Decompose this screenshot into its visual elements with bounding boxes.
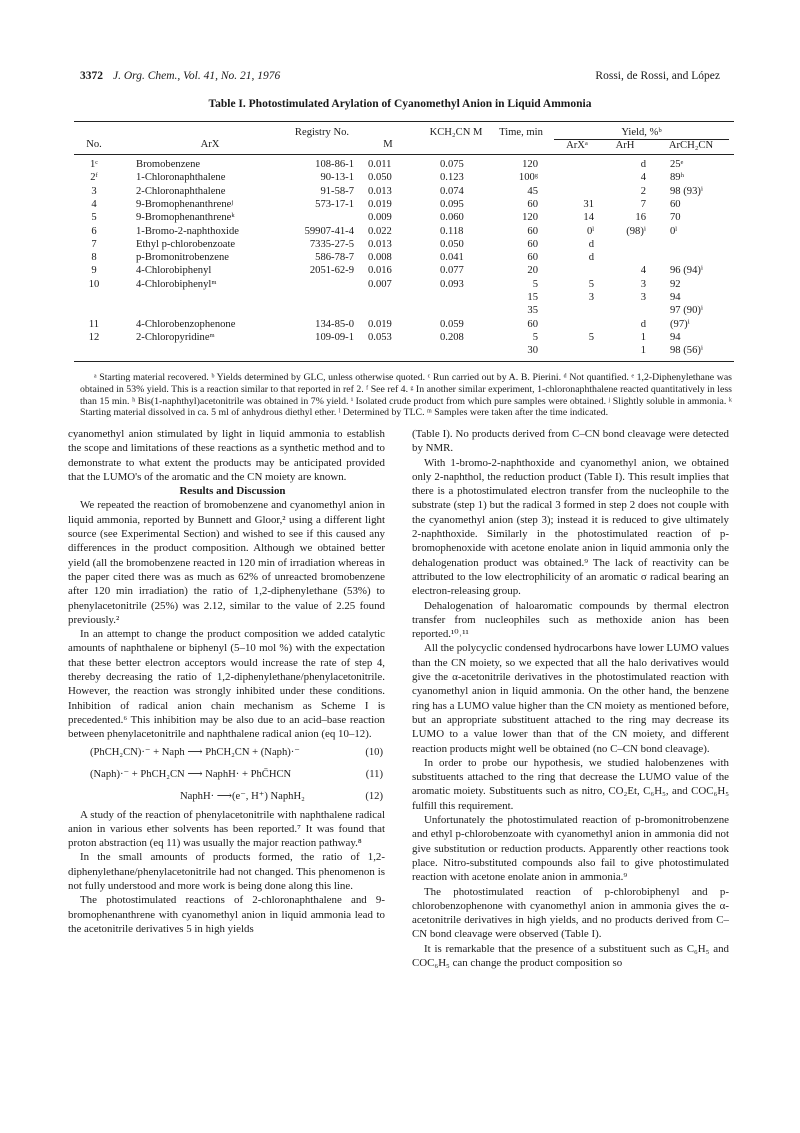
cell-registry: 134-85-0 <box>315 318 354 330</box>
header-yield: Yield, %ᵇ <box>621 127 662 138</box>
equation-expression: NaphH· ⟶(e⁻, H⁺) NaphH₂ <box>180 790 305 802</box>
cell-arch2cn: 92 <box>670 278 681 290</box>
cell-kch2cn: 0.075 <box>440 159 464 170</box>
cell-arx: 1-Bromo-2-naphthoxide <box>136 225 239 237</box>
cell-no: 2ᶠ <box>90 172 98 184</box>
equation-expression: (PhCH₂CN)·⁻ + Naph ⟶ PhCH₂CN + (Naph)·⁻ <box>90 746 300 758</box>
cell-registry: 91-58-7 <box>320 185 354 197</box>
cell-kch2cn: 0.208 <box>440 331 464 343</box>
cell-arx: 4-Chlorobiphenylᵐ <box>136 278 217 290</box>
cell-kch2cn: 0.041 <box>440 252 464 264</box>
equation-number: (11) <box>365 768 383 780</box>
cell-arch2cn: 98 (56)ⁱ <box>670 345 704 357</box>
cell-arh: 4 <box>640 172 646 184</box>
cell-arx-recovered: d <box>588 238 594 250</box>
paragraph: The photostimulated reaction of p-chlorobiphenyl and p-chlorobenzophenone with cyanomethyl anion in ammonia gives the α-acetonitrile derivatives in high yields, and no products derived from C–CN bond cleavage were observed (Table I). <box>412 885 729 941</box>
cell-time: 20 <box>527 265 538 277</box>
paragraph: All the polycyclic condensed hydrocarbons have lower LUMO values than the CN moiety, so we expected that all the halo derivatives would give the α-acetonitrile derivatives in the photostimulated reaction with cyanomethyl anion in liquid ammonia. On the other hand, the benzene ring has a LUMO value higher than the CN moiety as mentioned before, but an appropriate substituent attached to the ring may decrease its LUMO to a value lower than that of the CN moiety, and different reaction products might well be obtained (no C–CN bond cleavage). <box>412 642 729 755</box>
cell-arch2cn: 98 (93)ⁱ <box>670 185 704 197</box>
table-title: Table I. Photostimulated Arylation of Cyanomethyl Anion in Liquid Ammonia <box>208 98 592 110</box>
cell-time: 60 <box>527 198 538 210</box>
cell-kch2cn: 0.093 <box>440 278 464 290</box>
cell-no: 12 <box>88 331 100 343</box>
cell-time: 60 <box>527 252 538 264</box>
cell-m: 0.013 <box>368 185 392 197</box>
cell-arch2cn: (97)ⁱ <box>670 318 690 330</box>
cell-arx-recovered: 31 <box>583 198 594 210</box>
cell-time: 35 <box>527 305 538 317</box>
cell-arch2cn: 97 (90)ⁱ <box>670 305 704 317</box>
cell-arh: 1 <box>640 345 646 357</box>
cell-arx: 4-Chlorobiphenyl <box>136 265 212 277</box>
cell-kch2cn: 0.059 <box>440 318 464 330</box>
cell-arx: 1-Chloronaphthalene <box>136 172 226 184</box>
cell-time: 60 <box>527 318 538 330</box>
footnote-text: ᵃ Starting material recovered. ᵇ Yields determined by GLC, unless otherwise quoted. ᶜ Run carried out by A. B. Pierini. ᵈ Not quantified. ᵉ 1,2-Diphenylethane was obtained in 53% yield. This is a reaction similar to that reported in ref 2. ᶠ See ref 4. ᵍ In another similar experiment, 1-chloronaphthalene reacted quantitatively in less than 15 min. ʰ Bis(1-naphthyl)acetonitrile was obtained in 7% yield. ⁱ Isolated crude product from which pure samples were obtained. ʲ Slightly soluble in ammonia. ᵏ Starting material dissolved in ca. 5 ml of anhydrous diethyl ether. ˡ Determined by TLC. ᵐ Samples were taken after the time indicated. <box>80 372 732 419</box>
paragraph: With 1-bromo-2-naphthoxide and cyanomethyl anion, we obtained only 2-naphthol, the reduction product (Table I). This result implies that there is a photostimulated electron transfer from the nucleophile to the substrate (step 1) but the radical 3 formed in step 2 does not couple with the cyanomethyl anion (step 3); instead it is reduced to give ultimately 2-naphthoxide. Similarly in the photostimulated reaction of p-bromophenoxide with acetone enolate anion in liquid ammonia only the dehalogenation product was obtained.⁹ The lack of reactivity can be attributed to the low electrophilicity of an aromatic σ radical bearing an electron-releasing group. <box>412 456 729 598</box>
cell-arch2cn: 0ˡ <box>670 225 678 237</box>
cell-m: 0.050 <box>368 172 392 184</box>
cell-arh: 1 <box>640 331 646 343</box>
cell-no: 11 <box>88 318 100 330</box>
cell-no: 9 <box>91 265 97 277</box>
cell-arh: 3 <box>640 292 646 303</box>
paragraph: It is remarkable that the presence of a substituent such as C₆H₅ and COC₆H₅ can change the product composition so <box>412 942 729 969</box>
author-list: Rossi, de Rossi, and López <box>595 70 720 82</box>
paragraph: The photostimulated reactions of 2-chloronaphthalene and 9-bromophenanthrene with cyanomethyl anion in liquid ammonia lead to the acetonitrile derivatives 5 in high yields <box>68 894 385 935</box>
cell-kch2cn: 0.118 <box>440 225 464 237</box>
cell-time: 5 <box>532 278 538 290</box>
cell-m: 0.009 <box>368 212 392 224</box>
table-header-rule <box>74 154 734 155</box>
cell-arh: d <box>640 318 646 330</box>
cell-m: 0.013 <box>368 238 392 250</box>
cell-time: 15 <box>527 292 538 303</box>
cell-arx: 2-Chloronaphthalene <box>136 185 226 197</box>
running-head <box>80 70 720 86</box>
cell-registry: 2051-62-9 <box>309 265 354 277</box>
header-arx-recovered: ArXᵃ <box>566 140 588 151</box>
header-m: M <box>383 139 393 150</box>
paragraph: In the small amounts of products formed, the ratio of 1,2-diphenylethane/phenylacetonitrile had not changed. This phenomenon is not fully understood and more work is being done along this line. <box>68 851 385 893</box>
cell-arx: p-Bromonitrobenzene <box>136 252 229 264</box>
cell-arch2cn: 60 <box>670 198 681 210</box>
section-heading: Results and Discussion <box>179 485 286 498</box>
journal-citation: J. Org. Chem., Vol. 41, No. 21, 1976 <box>113 70 281 82</box>
cell-registry: 59907-41-4 <box>304 225 354 237</box>
paragraph: In order to probe our hypothesis, we studied halobenzenes with substituents attached to the ring that decrease the LUMO value of the aromatic moiety. Substituents such as nitro, CO₂Et, C₆H₅, and COC₆H₅ fulfill this requirement. <box>412 756 729 812</box>
cell-m: 0.007 <box>368 278 392 290</box>
cell-arch2cn: 94 <box>670 331 681 343</box>
cell-arx: 9-Bromophenanthreneʲ <box>136 198 233 210</box>
cell-registry: 586-78-7 <box>315 252 354 264</box>
cell-arh: 2 <box>640 185 646 197</box>
paragraph: cyanomethyl anion stimulated by light in liquid ammonia to establish the scope and limitations of these reactions as a synthetic method and to demonstrate to what extent the products may be anticipated provided that the LUMO's of the aromatic and the CN moiety are known. <box>68 428 385 483</box>
header-arx: ArX <box>200 139 220 150</box>
cell-arx: 2-Chloropyridineᵐ <box>136 331 215 343</box>
cell-arch2cn: 94 <box>670 292 681 303</box>
cell-time: 45 <box>527 185 538 197</box>
cell-kch2cn: 0.060 <box>440 212 464 224</box>
cell-kch2cn: 0.077 <box>440 265 464 277</box>
cell-arh: 4 <box>640 265 646 277</box>
equation-expression: (Naph)·⁻ + PhCH₂CN ⟶ NaphH· + PhC̄HCN <box>90 768 292 780</box>
header-time: Time, min <box>499 127 543 138</box>
equation-number: (12) <box>365 790 383 802</box>
cell-m: 0.022 <box>368 225 392 237</box>
equation-number: (10) <box>365 746 383 758</box>
cell-arx: 4-Chlorobenzophenone <box>136 318 236 330</box>
cell-time: 120 <box>522 212 538 224</box>
paragraph: Dehalogenation of haloaromatic compounds by thermal electron transfer from nucleophiles such as methoxide anion has been reported.¹⁰˒¹¹ <box>412 599 729 641</box>
cell-kch2cn: 0.050 <box>440 238 464 250</box>
cell-time: 30 <box>527 345 538 357</box>
cell-no: 5 <box>91 212 97 224</box>
cell-m: 0.016 <box>368 265 392 277</box>
cell-arch2cn: 25ᵉ <box>670 159 684 170</box>
page-number: 3372 <box>80 70 103 82</box>
cell-no: 10 <box>88 278 100 290</box>
cell-arx-recovered: 5 <box>588 278 594 290</box>
cell-m: 0.019 <box>368 198 392 210</box>
equation-12 <box>68 786 385 808</box>
cell-m: 0.011 <box>368 159 392 170</box>
cell-time: 60 <box>527 238 538 250</box>
cell-registry: 108-86-1 <box>315 159 354 170</box>
cell-time: 120 <box>522 159 538 170</box>
header-registry: Registry No. <box>294 127 350 138</box>
cell-arh: 3 <box>640 278 646 290</box>
cell-registry: 90-13-1 <box>320 172 354 184</box>
header-arch2cn: ArCH₂CN <box>668 140 714 151</box>
cell-no: 4 <box>91 198 97 210</box>
table-footnotes <box>80 372 732 419</box>
equation-10 <box>68 742 385 764</box>
equation-11 <box>68 764 385 786</box>
right-column <box>412 427 729 970</box>
cell-m: 0.019 <box>368 318 392 330</box>
cell-no: 1ᶜ <box>89 159 98 170</box>
cell-arx-recovered: 5 <box>588 331 594 343</box>
header-no: No. <box>86 139 102 150</box>
cell-no: 8 <box>91 252 97 264</box>
cell-arh: (98)ⁱ <box>626 225 646 237</box>
cell-arch2cn: 89ʰ <box>670 172 684 184</box>
cell-kch2cn: 0.074 <box>440 185 464 197</box>
paragraph: In an attempt to change the product composition we added catalytic amounts of naphthalene or biphenyl (5–10 mol %) with the expectation that these better electron acceptors would increase the rate of step 4, thereby decreasing the ratio of 1,2-diphenylethane/phenylacetonitrile. However, the reaction was strongly inhibited under these conditions. Inhibition of radical anion chain mechanism as Scheme I is precedented.⁶ This inhibition may be also due to an acid–base reaction between phenylacetonitrile and naphthalene radical anion (eq 10–12). <box>68 628 385 741</box>
table-bottom-rule <box>74 361 734 362</box>
cell-kch2cn: 0.123 <box>440 172 464 184</box>
cell-arx-recovered: 14 <box>583 212 594 224</box>
cell-no: 6 <box>91 225 97 237</box>
paragraph: A study of the reaction of phenylacetonitrile with naphthalene radical anion in various ether solvents has been reported.⁷ It was found that proton abstraction (eq 11) was usually the major reaction pathway.⁸ <box>68 808 385 850</box>
cell-arch2cn: 70 <box>670 212 681 224</box>
cell-arh: d <box>640 159 646 170</box>
cell-registry: 7335-27-5 <box>309 238 354 250</box>
left-column <box>68 427 385 936</box>
running-head-left <box>80 70 280 82</box>
cell-arh: 7 <box>640 198 646 210</box>
paragraph: Unfortunately the photostimulated reaction of p-bromonitrobenzene and ethyl p-chlorobenzoate with cyanomethyl anion in ammonia did not give substitution or reduction products. Apparently other reactions took place. Nitro-substituted compounds also fail to give photostimulated reaction with acetone enolate anion in ammonia.⁹ <box>412 814 729 884</box>
cell-no: 3 <box>91 185 97 197</box>
cell-arx: Bromobenzene <box>136 159 201 170</box>
cell-time: 60 <box>527 225 538 237</box>
cell-arh: 16 <box>635 212 646 224</box>
header-kch2cn: KCH₂CN M <box>429 127 483 138</box>
cell-m: 0.008 <box>368 252 392 264</box>
cell-registry: 573-17-1 <box>315 198 354 210</box>
cell-kch2cn: 0.095 <box>440 198 464 210</box>
cell-arch2cn: 96 (94)ⁱ <box>670 265 704 277</box>
cell-time: 100ᵍ <box>518 172 538 184</box>
cell-arx-recovered: 0ˡ <box>586 225 594 237</box>
cell-no: 7 <box>91 238 97 250</box>
paragraph: We repeated the reaction of bromobenzene and cyanomethyl anion in liquid ammonia, reported by Bunnett and Gloor,² using a different light source (see Experimental Section) and wished to see if this caused any differences in the product composition. Although we obtained better yield (all the bromobenzene reacted in 120 min of irradiation whereas in the paper cited there was as much as 62% of unreacted bromobenzene after 120 min irradiation) the ratio of 1,2-diphenylethane (53%) to phenylacetonitrile (25%) was 2.12, similar to the value of 2.25 found previously.² <box>68 499 385 626</box>
cell-registry: 109-09-1 <box>315 331 354 343</box>
cell-arx: 9-Bromophenanthreneᵏ <box>136 212 235 224</box>
table-top-rule <box>74 121 734 122</box>
header-arh: ArH <box>615 140 635 151</box>
cell-arx-recovered: 3 <box>588 292 594 303</box>
cell-arx-recovered: d <box>588 252 594 264</box>
cell-time: 5 <box>532 331 538 343</box>
cell-arx: Ethyl p-chlorobenzoate <box>136 238 236 250</box>
paragraph: (Table I). No products derived from C–CN bond cleavage were detected by NMR. <box>412 428 729 455</box>
cell-m: 0.053 <box>368 331 392 343</box>
